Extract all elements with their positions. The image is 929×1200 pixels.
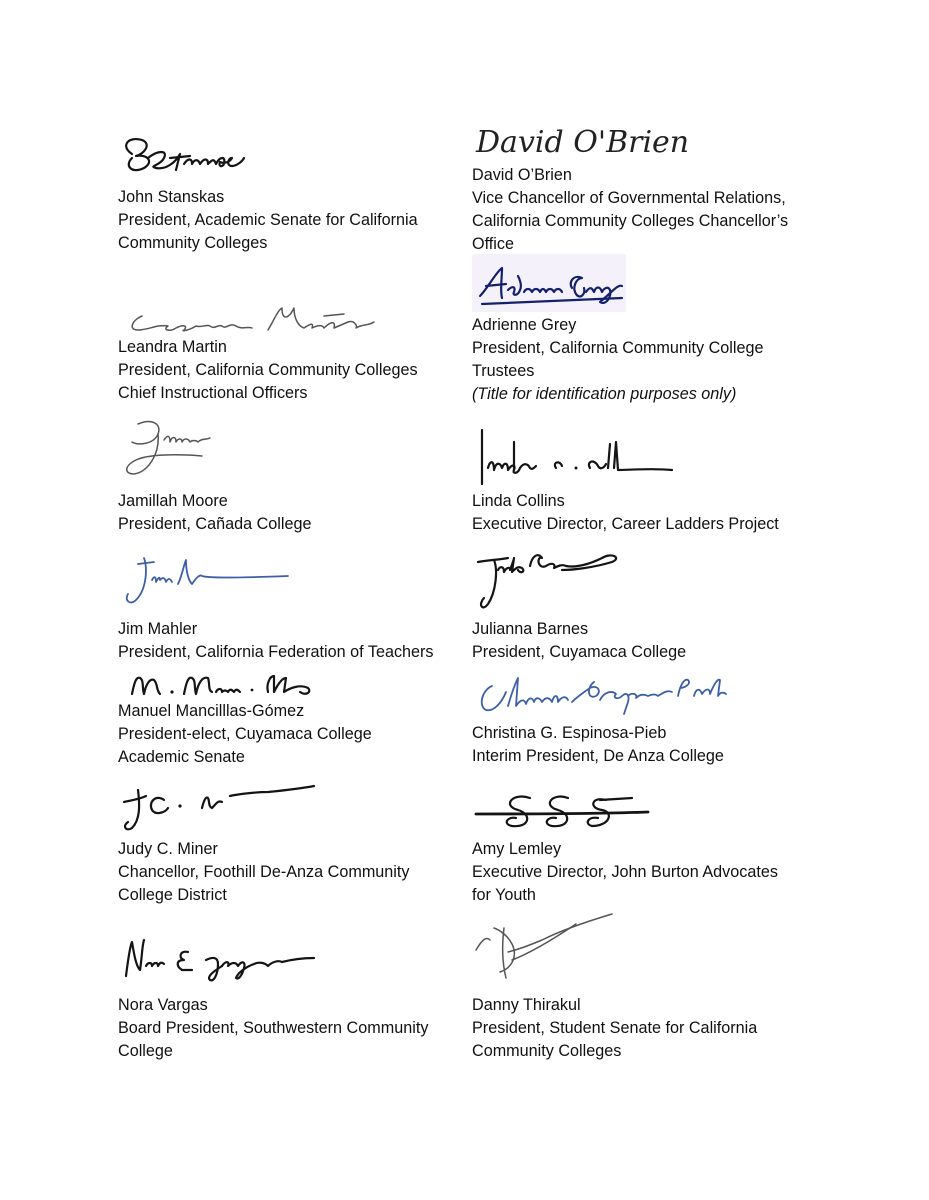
signatory-title: Office	[472, 235, 514, 253]
handwritten-signature-mahler	[118, 550, 298, 610]
signatory-title: Executive Director, Career Ladders Project	[472, 515, 779, 533]
signatory-title: for Youth	[472, 886, 536, 904]
signatory-title: Interim President, De Anza College	[472, 747, 724, 765]
handwritten-signature-thirakul	[472, 910, 622, 990]
handwritten-signature-miner	[118, 776, 318, 836]
signatory-title: President, Cañada College	[118, 515, 312, 533]
signatory-title: Community Colleges	[472, 1042, 622, 1060]
signatory-title: President, Cuyamaca College	[472, 643, 687, 661]
signatory-title: California Community Colleges Chancellor’s	[472, 212, 789, 230]
signatory-name: Christina G. Espinosa-Pieb	[472, 724, 667, 742]
signatory-name: Amy Lemley	[472, 840, 562, 858]
signatory-title: President, Student Senate for California	[472, 1019, 758, 1037]
handwritten-signature-moore	[118, 410, 228, 490]
signatory-title: President, California Community Colleges	[118, 361, 418, 379]
signatory-name: John Stanskas	[118, 188, 225, 206]
handwritten-signature-martin	[118, 296, 408, 336]
signatory-name: Adrienne Grey	[472, 316, 577, 334]
signatory-title: President, California Federation of Teachers	[118, 643, 434, 661]
signatory-name: Danny Thirakul	[472, 996, 581, 1014]
signatory-title: President, Academic Senate for California	[118, 211, 418, 229]
signatory-name: Linda Collins	[472, 492, 565, 510]
handwritten-signature-grey	[472, 258, 626, 310]
signatory-title: President, California Community College	[472, 339, 764, 357]
signatory-title: College	[118, 1042, 173, 1060]
signatory-name: Jamillah Moore	[118, 492, 228, 510]
signatory-title: Chief Instructional Officers	[118, 384, 308, 402]
signatory-name: Judy C. Miner	[118, 840, 218, 858]
signatory-title: Academic Senate	[118, 748, 245, 766]
identification-note: (Title for identification purposes only)	[472, 385, 737, 403]
signatory-name: Julianna Barnes	[472, 620, 589, 638]
handwritten-signature-mancillas	[118, 664, 328, 702]
svg-text:David O'Brien: David O'Brien	[476, 125, 690, 160]
handwritten-signature-collins	[472, 424, 682, 490]
handwritten-signature-lemley	[472, 786, 652, 836]
signatory-title: Community Colleges	[118, 234, 268, 252]
signatory-name: Leandra Martin	[118, 338, 227, 356]
signatory-name: Jim Mahler	[118, 620, 198, 638]
signatory-name: Nora Vargas	[118, 996, 208, 1014]
signatory-title: Executive Director, John Burton Advocates	[472, 863, 778, 881]
handwritten-signature-vargas	[118, 930, 318, 986]
handwritten-signature-obrien	[472, 120, 712, 164]
signatory-title: Trustees	[472, 362, 535, 380]
signatory-title: Board President, Southwestern Community	[118, 1019, 429, 1037]
signatory-name: Manuel Mancilllas-Gómez	[118, 702, 305, 720]
handwritten-signature-barnes	[472, 540, 632, 614]
signatory-title: Chancellor, Foothill De-Anza Community	[118, 863, 410, 881]
signatory-title: President-elect, Cuyamaca College	[118, 725, 372, 743]
handwritten-signature-espinosa	[472, 666, 732, 720]
signatory-title: Vice Chancellor of Governmental Relations,	[472, 189, 786, 207]
signatory-title: College District	[118, 886, 227, 904]
signatory-name: David O’Brien	[472, 166, 572, 184]
handwritten-signature-stanskas	[118, 128, 258, 178]
